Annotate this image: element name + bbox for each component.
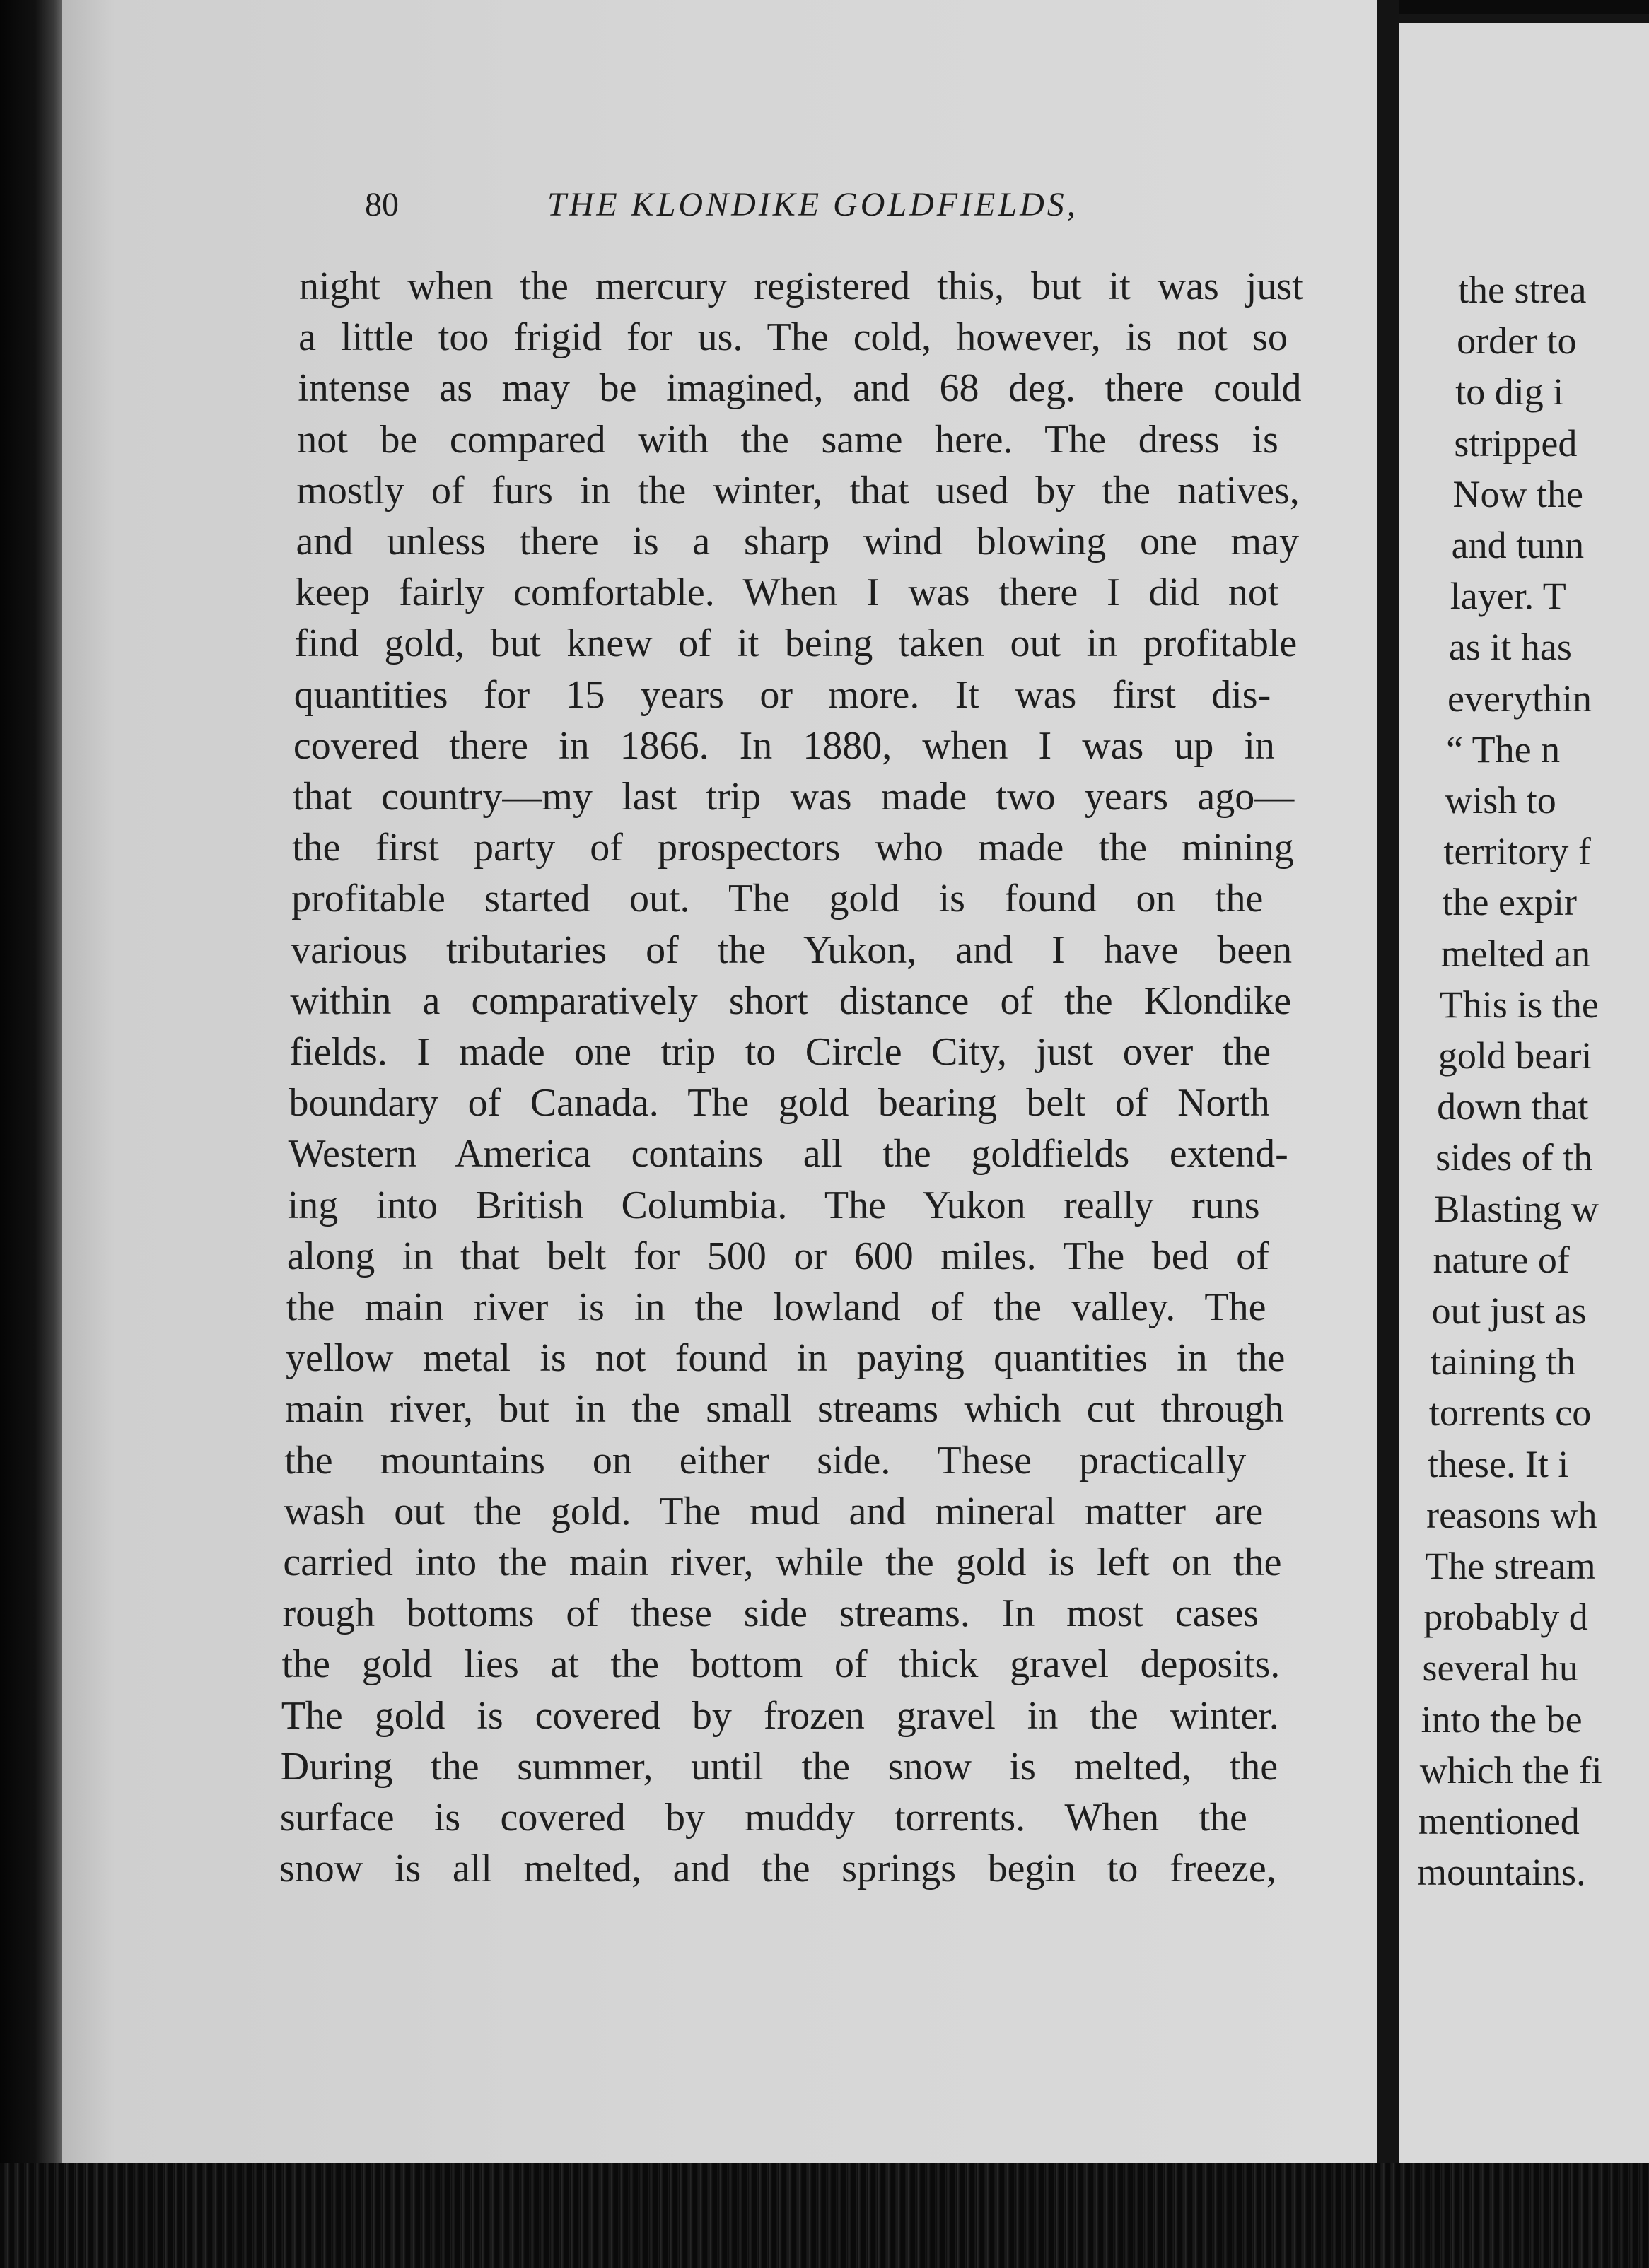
text-line: yellow metal is not found in paying quantities in the: [286, 1336, 1286, 1381]
facing-text-line: as it has: [1448, 626, 1572, 669]
text-line: find gold, but knew of it being taken out in profitable: [294, 621, 1298, 666]
facing-text-line: territory f: [1443, 830, 1591, 873]
running-title: THE KLONDIKE GOLDFIELDS,: [547, 186, 1078, 223]
facing-text-line: nature of: [1433, 1238, 1570, 1281]
facing-text-line: “ The n: [1446, 727, 1561, 771]
facing-text-line: mentioned: [1418, 1800, 1580, 1842]
text-line: fields. I made one trip to Circle City, just over the: [289, 1030, 1271, 1074]
text-line: wash out the gold. The mud and mineral matter are: [284, 1489, 1264, 1533]
facing-page-text-block: [1399, 14, 1649, 2167]
facing-text-line: out just as: [1431, 1290, 1587, 1332]
facing-text-line: into the be: [1421, 1697, 1583, 1741]
text-line: carried into the main river, while the gold is left on the: [283, 1541, 1282, 1584]
text-line: The gold is covered by frozen gravel in the winter.: [281, 1693, 1279, 1738]
facing-text-line: melted an: [1440, 932, 1591, 975]
text-line: keep fairly comfortable. When I was there I did not: [295, 571, 1279, 615]
facing-text-line: and tunn: [1451, 524, 1585, 566]
facing-text-line: which the fi: [1419, 1748, 1602, 1791]
text-line: along in that belt for 500 or 600 miles. The bed of: [286, 1234, 1269, 1278]
facing-text-line: taining th: [1430, 1340, 1576, 1384]
facing-text-line: mountains.: [1417, 1851, 1586, 1894]
text-line: surface is covered by muddy torrents. When the: [279, 1796, 1247, 1840]
facing-text-line: wish to: [1445, 779, 1556, 822]
facing-text-line: layer. T: [1450, 575, 1566, 618]
facing-text-line: gold beari: [1438, 1034, 1592, 1077]
facing-page: [1399, 14, 1649, 2167]
page-number: 80: [365, 186, 399, 223]
text-line: not be compared with the same here. The dress is: [297, 417, 1278, 462]
left-page: [62, 0, 1377, 2163]
page-gutter: [1377, 0, 1399, 2170]
facing-text-line: everythin: [1447, 677, 1592, 720]
facing-text-line: sides of th: [1435, 1136, 1593, 1179]
text-line: a little too frigid for us. The cold, however, is not so: [298, 315, 1288, 360]
facing-text-line: the expir: [1442, 881, 1577, 924]
text-line: various tributaries of the Yukon, and I have been: [291, 928, 1293, 972]
facing-text-line: Blasting w: [1434, 1187, 1599, 1230]
text-line: that country—my last trip was made two years ago—: [292, 775, 1295, 819]
scan-bottom-edge: [0, 2163, 1649, 2268]
text-line: night when the mercury registered this, but it was just: [299, 264, 1303, 308]
facing-text-line: several hu: [1422, 1647, 1578, 1690]
facing-text-line: The stream: [1425, 1545, 1596, 1587]
facing-text-line: down that: [1437, 1085, 1589, 1128]
text-line: During the summer, until the snow is melted, the: [280, 1744, 1278, 1789]
text-line: ing into British Columbia. The Yukon really runs: [287, 1183, 1260, 1227]
facing-text-line: This is the: [1439, 983, 1599, 1026]
text-line: the gold lies at the bottom of thick gravel deposits.: [281, 1642, 1281, 1687]
facing-text-line: to dig i: [1455, 370, 1564, 414]
text-line: and unless there is a sharp wind blowing one may: [296, 520, 1299, 563]
text-line: the first party of prospectors who made the mining: [292, 826, 1294, 870]
text-line: the main river is in the lowland of the valley. The: [286, 1285, 1266, 1329]
facing-text-line: order to: [1457, 320, 1577, 363]
facing-text-line: Now the: [1452, 472, 1583, 515]
facing-text-line: torrents co: [1428, 1391, 1592, 1434]
facing-text-line: stripped: [1454, 421, 1578, 464]
facing-text-line: probably d: [1423, 1596, 1588, 1639]
text-line: rough bottoms of these side streams. In most cases: [282, 1591, 1259, 1636]
book-spine-shadow: [0, 0, 64, 2268]
text-line: quantities for 15 years or more. It was first dis-: [293, 672, 1271, 717]
facing-text-line: reasons wh: [1426, 1493, 1597, 1536]
text-line: main river, but in the small streams which cut through: [285, 1387, 1284, 1432]
facing-text-line: the strea: [1458, 269, 1587, 311]
text-line: within a comparatively short distance of the Klondike: [290, 978, 1292, 1023]
facing-text-line: these. It i: [1427, 1442, 1569, 1485]
text-line: covered there in 1866. In 1880, when I was up in: [293, 723, 1275, 768]
text-line: mostly of furs in the winter, that used by the natives,: [296, 468, 1300, 513]
main-text-block: [62, 0, 1377, 2050]
text-line: snow is all melted, and the springs begin to freeze,: [279, 1847, 1276, 1891]
text-line: the mountains on either side. These practically: [284, 1438, 1247, 1483]
text-line: boundary of Canada. The gold bearing belt of North: [289, 1081, 1270, 1126]
text-line: intense as may be imagined, and 68 deg. there could: [298, 366, 1302, 411]
text-line: profitable started out. The gold is found on the: [291, 877, 1264, 921]
text-line: Western America contains all the goldfields extend-: [288, 1132, 1288, 1176]
